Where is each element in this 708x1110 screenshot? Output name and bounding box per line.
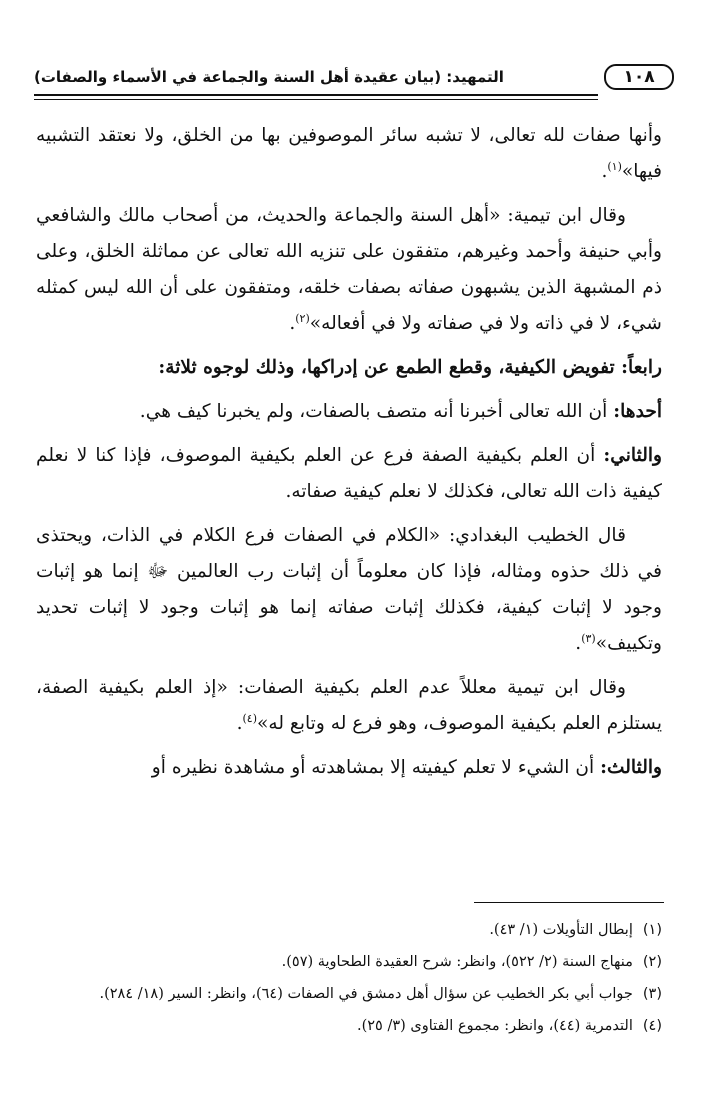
footnote-rule bbox=[474, 902, 664, 903]
footnote-item: (٣) جواب أبي بكر الخطيب عن سؤال أهل دمشق في الصفات (٦٤)، وانظر: السير (١٨/ ٢٨٤). bbox=[99, 986, 662, 1002]
footnote-item: (١) إبطال التأويلات (١/ ٤٣). bbox=[489, 922, 662, 938]
header-rule bbox=[34, 94, 598, 96]
point-third: والثالث: أن الشيء لا تعلم كيفيته إلا بمشاهدته أو مشاهدة نظيره أو bbox=[151, 757, 662, 778]
footnote-ref-1[interactable]: (١) bbox=[607, 159, 622, 173]
footnotes bbox=[36, 914, 662, 1042]
main-text bbox=[36, 118, 662, 794]
paragraph-1: وأنها صفات لله تعالى، لا تشبه سائر الموصوفين بها من الخلق، ولا نعتقد التشبيه فيها»$^{(١)}$. bbox=[36, 125, 662, 182]
point-second: والثاني: أن العلم بكيفية الصفة فرع عن العلم بكيفية الموصوف، فإذا كنا لا نعلم كيفية ذات الله تعالى، فكذلك لا نعلم كيفية صفاته. bbox=[36, 445, 662, 502]
footnote-item: (٤) التدمرية (٤٤)، وانظر: مجموع الفتاوى (٣/ ٢٥). bbox=[356, 1018, 662, 1034]
footnote-ref-2[interactable]: (٢) bbox=[295, 311, 310, 325]
paragraph-4: وقال ابن تيمية معللاً عدم العلم بكيفية الصفات: «إذ العلم بكيفية الصفة، يستلزم العلم بكيفية الموصوف، وهو فرع له وتابع له»$^{(٤)}$. bbox=[36, 677, 662, 734]
footnote-item: (٢) منهاج السنة (٢/ ٥٢٢)، وانظر: شرح العقيدة الطحاوية (٥٧). bbox=[281, 954, 662, 970]
running-header bbox=[34, 62, 674, 92]
point-third-label: والثالث: bbox=[600, 757, 662, 778]
header-rule-thin bbox=[34, 99, 598, 100]
page-number: ١٠٨ bbox=[604, 64, 674, 90]
paragraph-2: وقال ابن تيمية: «أهل السنة والجماعة والحديث، من أصحاب مالك والشافعي وأبي حنيفة وأحمد وغيرهم، متفقون على تنزيه الله تعالى عن مماثلة الخلق، وعلى ذم المشبهة الذين يشبهون صفاته بصفات خلقه، ومتفقون على أن الله ليس كمثله شيء، لا في ذاته ولا في صفاته ولا في أفعاله»$^{(٢)}$. bbox=[36, 205, 662, 334]
header-title: التمهيد: (بيان عقيدة أهل السنة والجماعة في الأسماء والصفات) bbox=[34, 68, 504, 86]
footnote-ref-4[interactable]: (٤) bbox=[242, 711, 258, 725]
paragraph-3: قال الخطيب البغدادي: «الكلام في الصفات فرع الكلام في الذات، ويحتذى في ذلك حذوه ومثاله، فإذا كان معلوماً أن إثبات رب العالمين ﷻ إنما هو إثبات وجود لا إثبات كيفية، فكذلك إثبات صفاته إنما هو إثبات وجود لا إثبات تحديد وتكييف»$^{(٣)}$. bbox=[36, 525, 662, 654]
point-first: أحدها: أن الله تعالى أخبرنا أنه متصف بالصفات، ولم يخبرنا كيف هي. bbox=[139, 401, 662, 422]
section-heading: رابعاً: تفويض الكيفية، وقطع الطمع عن إدراكها، وذلك لوجوه ثلاثة: bbox=[158, 357, 662, 378]
point-first-label: أحدها: bbox=[613, 401, 662, 422]
point-second-label: والثاني: bbox=[603, 445, 662, 466]
footnote-ref-3[interactable]: (٣) bbox=[581, 631, 596, 645]
